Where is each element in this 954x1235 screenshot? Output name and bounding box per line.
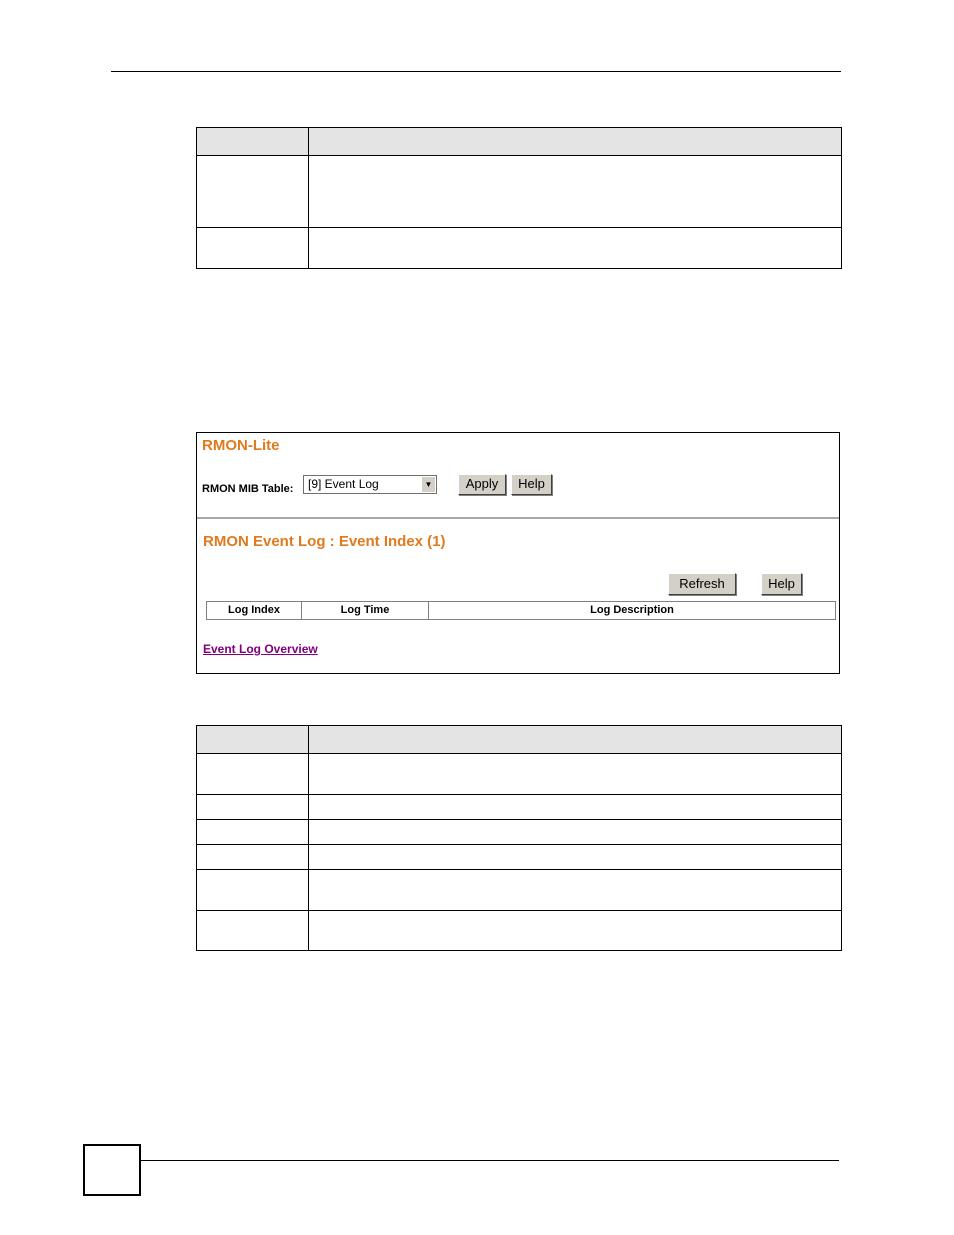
refresh-button[interactable]: Refresh — [668, 573, 736, 595]
rmon-mib-table-select[interactable] — [303, 475, 437, 494]
column-header-log-time: Log Time — [302, 602, 429, 619]
rmon-lite-title: RMON-Lite — [202, 437, 280, 454]
table-row — [197, 156, 842, 228]
table-header-row — [197, 726, 842, 754]
apply-button[interactable]: Apply — [458, 474, 506, 495]
rmon-event-log-screenshot — [196, 432, 840, 674]
help-button-2[interactable]: Help — [761, 573, 802, 595]
table-row — [197, 754, 842, 795]
label-description-table-1 — [196, 127, 842, 269]
section-divider — [197, 517, 839, 519]
table-row — [197, 845, 842, 870]
label-description-table-2 — [196, 725, 842, 951]
chevron-down-icon[interactable]: ▼ — [421, 477, 435, 492]
table-row — [197, 870, 842, 911]
column-header-log-description: Log Description — [590, 604, 674, 616]
table-row — [197, 820, 842, 845]
header-rule — [111, 71, 841, 72]
table-row — [197, 911, 842, 951]
event-log-section-title: RMON Event Log : Event Index (1) — [203, 533, 446, 550]
page-number-box — [83, 1144, 141, 1196]
table-row — [197, 228, 842, 269]
rmon-mib-table-label: RMON MIB Table: — [202, 483, 294, 495]
select-value: [9] Event Log — [308, 477, 379, 491]
help-button[interactable]: Help — [511, 474, 552, 495]
event-log-overview-link[interactable]: Event Log Overview — [203, 642, 318, 656]
column-header-log-index: Log Index — [207, 602, 302, 619]
event-log-table-header — [206, 601, 836, 620]
table-header-row — [197, 128, 842, 156]
footer-rule — [141, 1160, 839, 1161]
table-row — [197, 795, 842, 820]
